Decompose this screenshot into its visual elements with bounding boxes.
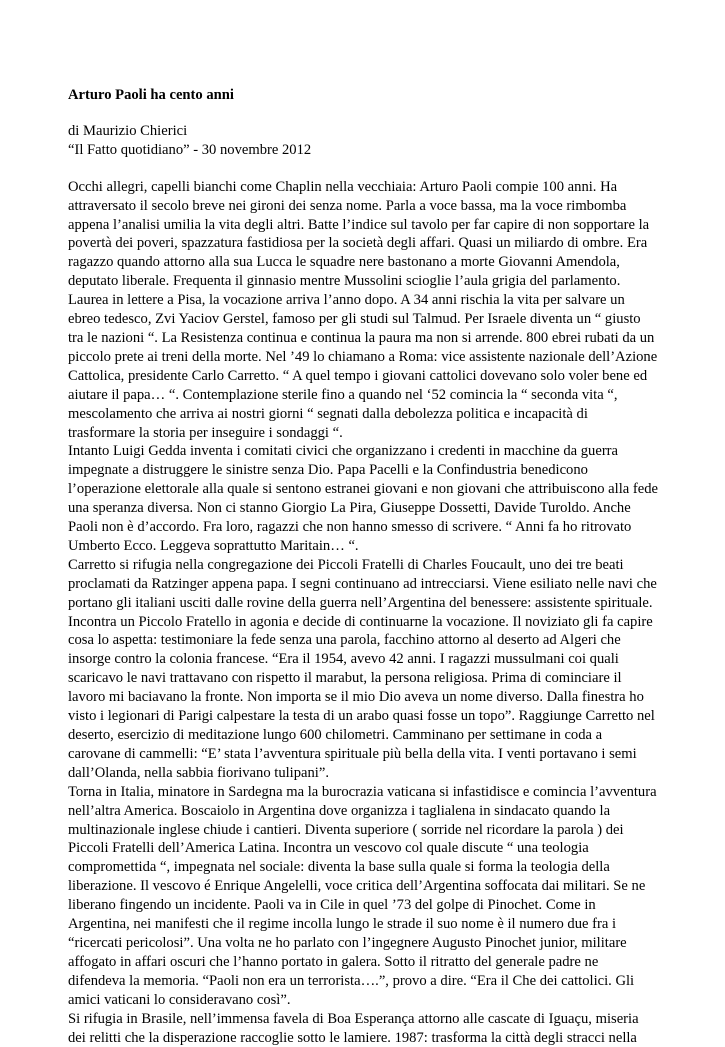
- article-meta: [68, 122, 658, 160]
- paragraph: Torna in Italia, minatore in Sardegna ma la burocrazia vaticana si infastidisce e comincia l’avventura nell’altra America. Boscaiolo in Argentina dove organizza i taglialena in sindacato quando la multinazionale inglese chiude i cantieri. Diventa superiore ( sorride nel ricordare la parola ) dei Piccoli Fratelli dell’America Latina. Incontra un vescovo col quale discute “ una teologia compromettida “, impegnata nel sociale: diventa la base sulla quale si forma la teologia della liberazione. Il vescovo é Enrique Angelelli, voce critica dell’Argentina soffocata dai militari. Se ne liberano fingendo un incidente. Paoli va in Cile in quel ’73 del golpe di Pinochet. Come in Argentina, nei manifesti che il regime incolla lungo le strade il suo nome è il numero due fra i “ricercati pericolosi”. Una volta ne ho parlato con l’ingegnere Augusto Pinochet junior, militare affogato in affari oscuri che l’hanno portato in galera. Sotto il ritratto del generale padre ne difendeva la memoria. “Paoli non era un terrorista….”, provo a dire. “Era il Che dei cattolici. Gli amici vaticani lo consideravano così”.: [68, 783, 657, 1008]
- document-page: [68, 86, 658, 1047]
- paragraph: Carretto si rifugia nella congregazione dei Piccoli Fratelli di Charles Foucault, uno dei tre beati proclamati da Ratzinger appena papa. I segni continuano ad intrecciarsi. Viene esiliato nelle navi che portano gli italiani usciti dalle rovine della guerra nell’Argentina del benessere: assistente spirituale. Incontra un Piccolo Fratello in agonia e decide di continuarne la vocazione. Il noviziato gli fa capire cosa lo aspetta: testimoniare la fede senza una parola, facchino attorno al deserto ad Algeri che insorge contro la colonia francese. “Era il 1954, avevo 42 anni. I ragazzi mussulmani coi quali scaricavo le navi trattavano con rispetto il marabut, la persona religiosa. Prima di cominciare il lavoro mi baciavano la fronte. Non importa se il mio Dio aveva un nome diverso. Dalla finestra ho visto i legionari di Parigi calpestare la testa di un arabo quasi fosse un topo”. Raggiunge Carretto nel deserto, esercizio di meditazione lungo 600 chilometri. Camminano per settimane in coda a carovane di cammelli: “E’ stata l’avventura spirituale più bella della vita. I venti portavano i semi dall’Olanda, nella sabbia fiorivano tulipani”.: [68, 556, 657, 781]
- paragraph: Si rifugia in Brasile, nell’immensa favela di Boa Esperança attorno alle cascate di Iguaçu, miseria dei relitti che la disperazione raccoglie sotto le lamiere. 1987: trasforma la città degli stracci nella: [68, 1010, 639, 1046]
- article-body: [68, 178, 658, 1047]
- paragraph: Intanto Luigi Gedda inventa i comitati civici che organizzano i credenti in macchine da guerra impegnate a distruggere le sinistre senza Dio. Papa Pacelli e la Confindustria benedicono l’operazione elettorale alla quale si sentono estranei giovani e non giovani che attribuiscono alla fede una speranza diversa. Non ci stanno Giorgio La Pira, Giuseppe Dossetti, Davide Turoldo. Anche Paoli non è d’accordo. Fra loro, ragazzi che non hanno smesso di scrivere. “ Anni fa ho ritrovato Umberto Ecco. Leggeva soprattutto Maritain… “.: [68, 443, 659, 554]
- article-title: Arturo Paoli ha cento anni: [68, 87, 234, 103]
- source-line: “Il Fatto quotidiano” - 30 novembre 2012: [68, 141, 312, 158]
- author-line: di Maurizio Chierici: [68, 122, 188, 139]
- paragraph: Occhi allegri, capelli bianchi come Chaplin nella vecchiaia: Arturo Paoli compie 100 anni. Ha attraversato il secolo breve nei gironi dei senza nome. Parla a voce bassa, ma la voce rimbomba appena l’analisi umilia la vita degli altri. Batte l’indice sul tavolo per far capire di non sopportare la povertà dei poveri, spazzatura fastidiosa per la società degli affari. Quasi un miliardo di ombre. Era ragazzo quando attorno alla sua Lucca le squadre nere bastonano a morte Giovanni Amendola, deputato liberale. Frequenta il ginnasio mentre Mussolini scioglie l’aula grigia del parlamento. Laurea in lettere a Pisa, la vocazione arriva l’anno dopo. A 34 anni rischia la vita per salvare un ebreo tedesco, Zvi Yaciov Gerstel, famoso per gli studi sul Talmud. Per Israele diventa un “ giusto tra le nazioni “. La Resistenza continua e continua la paura ma non si arrende. 800 ebrei rubati da un piccolo prete ai treni della morte. Nel ’49 lo chiamano a Roma: vice assistente nazionale dell’Azione Cattolica, presidente Carlo Carretto. “ A quel tempo i giovani cattolici dovevano solo voler bene ed aiutare il papa… “. Contemplazione sterile fino a quando nel ‘52 comincia la “ seconda vita “, mescolamento che arriva ai nostri giorni “ segnati dalla debolezza politica e incapacità di trasformare la storia per inseguire i sondaggi “.: [68, 178, 658, 441]
